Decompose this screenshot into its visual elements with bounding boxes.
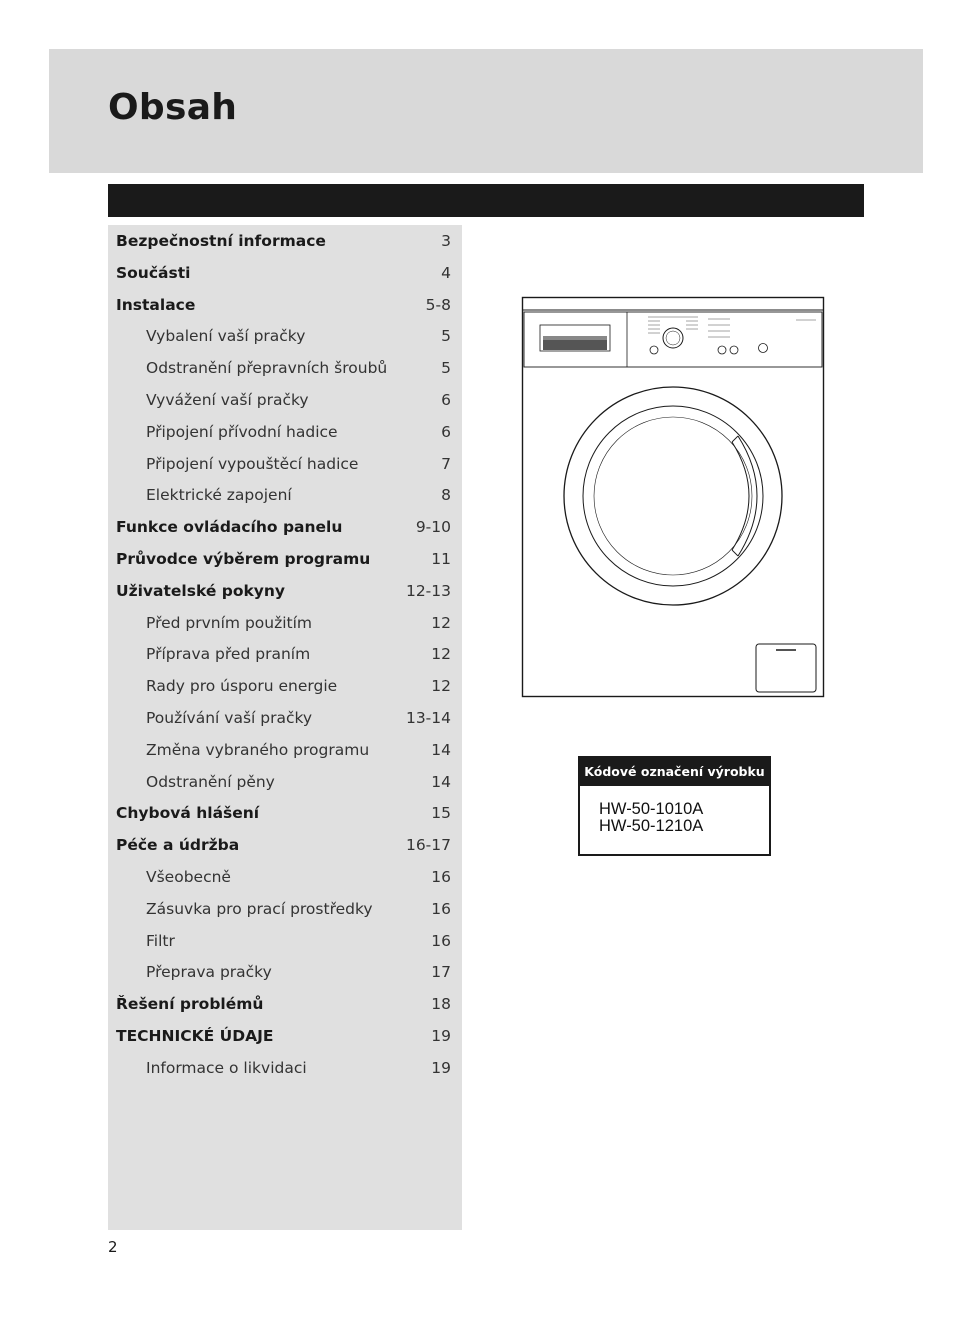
toc-entry xyxy=(108,925,462,957)
toc-entry xyxy=(108,670,462,702)
toc-entry xyxy=(108,893,462,925)
toc-entry xyxy=(108,861,462,893)
toc-entry-page: 8 xyxy=(441,486,451,505)
toc-entry-page: 3 xyxy=(441,232,451,250)
toc-entry-label: Funkce ovládacího panelu xyxy=(116,518,343,537)
washing-machine-illustration xyxy=(520,295,826,699)
product-code-title: Kódové označení výrobku xyxy=(580,758,769,786)
toc-entry xyxy=(108,384,462,416)
toc-entry-label: Uživatelské pokyny xyxy=(116,581,286,600)
toc-entry xyxy=(108,511,462,543)
toc-entry xyxy=(108,225,462,257)
toc-entry-label: Filtr xyxy=(146,931,175,950)
toc-entry-label: Připojení přívodní hadice xyxy=(146,422,338,441)
toc-entry xyxy=(108,956,462,988)
toc-entry xyxy=(108,479,462,511)
toc-entry-label: Elektrické zapojení xyxy=(146,486,292,505)
toc-entry-page: 16 xyxy=(431,899,451,918)
toc-entry xyxy=(108,320,462,352)
section-divider-bar xyxy=(108,184,864,217)
toc-entry-label: Bezpečnostní informace xyxy=(116,232,326,250)
toc-entry-label: TECHNICKÉ ÚDAJE xyxy=(116,1027,274,1045)
table-of-contents xyxy=(108,225,462,1230)
toc-entry xyxy=(108,575,462,607)
toc-entry xyxy=(108,829,462,861)
toc-entry-page: 11 xyxy=(431,550,451,568)
toc-entry xyxy=(108,766,462,798)
toc-entry-page: 4 xyxy=(441,263,451,282)
toc-entry-page: 9-10 xyxy=(415,518,451,537)
toc-entry-label: Používání vaší pračky xyxy=(146,709,313,727)
header-band xyxy=(49,49,923,173)
toc-entry-label: Chybová hlášení xyxy=(116,804,260,823)
toc-entry-page: 14 xyxy=(431,740,451,759)
toc-entry xyxy=(108,734,462,766)
toc-entry-page: 12-13 xyxy=(405,581,451,600)
toc-entry-label: Přeprava pračky xyxy=(146,963,272,982)
toc-entry xyxy=(108,988,462,1020)
toc-entry-label: Všeobecně xyxy=(146,868,231,886)
toc-entry-page: 6 xyxy=(441,391,451,409)
toc-entry-page: 13-14 xyxy=(405,709,451,727)
toc-entry xyxy=(108,289,462,321)
toc-entry xyxy=(108,543,462,575)
product-code: HW-50-1010A xyxy=(599,800,704,818)
toc-entry-page: 16 xyxy=(431,868,451,886)
toc-entry xyxy=(108,607,462,639)
toc-entry xyxy=(108,352,462,384)
toc-entry-page: 5 xyxy=(441,327,451,346)
toc-entry-page: 17 xyxy=(431,963,451,982)
toc-entry-label: Vyvážení vaší pračky xyxy=(146,391,309,409)
toc-entry-label: Průvodce výběrem programu xyxy=(116,550,371,568)
toc-entry xyxy=(108,638,462,670)
toc-entry-label: Rady pro úsporu energie xyxy=(146,677,338,696)
toc-entry-page: 18 xyxy=(431,995,451,1014)
toc-entry-label: Odstranění přepravních šroubů xyxy=(146,359,388,378)
toc-entry xyxy=(108,257,462,289)
toc-entry xyxy=(108,797,462,829)
toc-entry-label: Připojení vypouštěcí hadice xyxy=(146,454,359,473)
toc-entry xyxy=(108,1020,462,1052)
toc-entry xyxy=(108,702,462,734)
toc-entry-page: 12 xyxy=(431,645,451,664)
toc-entry-page: 15 xyxy=(431,804,451,823)
page-title: Obsah xyxy=(108,87,238,128)
toc-entry-page: 12 xyxy=(431,677,451,696)
toc-entry-label: Informace o likvidaci xyxy=(146,1058,307,1077)
toc-entry xyxy=(108,1052,462,1084)
toc-entry-label: Instalace xyxy=(116,295,196,314)
product-code: HW-50-1210A xyxy=(599,817,704,835)
toc-entry-page: 19 xyxy=(431,1027,451,1045)
toc-entry-page: 16 xyxy=(431,931,451,950)
toc-entry-label: Péče a údržba xyxy=(116,836,240,855)
toc-entry-label: Řešení problémů xyxy=(116,995,264,1014)
toc-entry-label: Příprava před praním xyxy=(146,645,311,664)
toc-entry-label: Změna vybraného programu xyxy=(146,740,370,759)
toc-entry xyxy=(108,448,462,480)
page-number: 2 xyxy=(108,1238,118,1256)
product-code-box xyxy=(578,756,771,856)
toc-entry-page: 7 xyxy=(441,454,451,473)
toc-entry-label: Před prvním použitím xyxy=(146,613,313,632)
toc-entry-page: 12 xyxy=(431,613,451,632)
toc-entry-label: Odstranění pěny xyxy=(146,772,275,791)
toc-entry-page: 14 xyxy=(431,772,451,791)
toc-entry-page: 5-8 xyxy=(425,295,451,314)
toc-entry-label: Zásuvka pro prací prostředky xyxy=(146,899,373,918)
toc-entry-page: 5 xyxy=(441,359,451,378)
toc-entry-label: Součásti xyxy=(116,263,191,282)
toc-entry-label: Vybalení vaší pračky xyxy=(146,327,306,346)
toc-entry-page: 6 xyxy=(441,422,451,441)
toc-entry-page: 16-17 xyxy=(405,836,451,855)
toc-entry xyxy=(108,416,462,448)
toc-entry-page: 19 xyxy=(431,1058,451,1077)
